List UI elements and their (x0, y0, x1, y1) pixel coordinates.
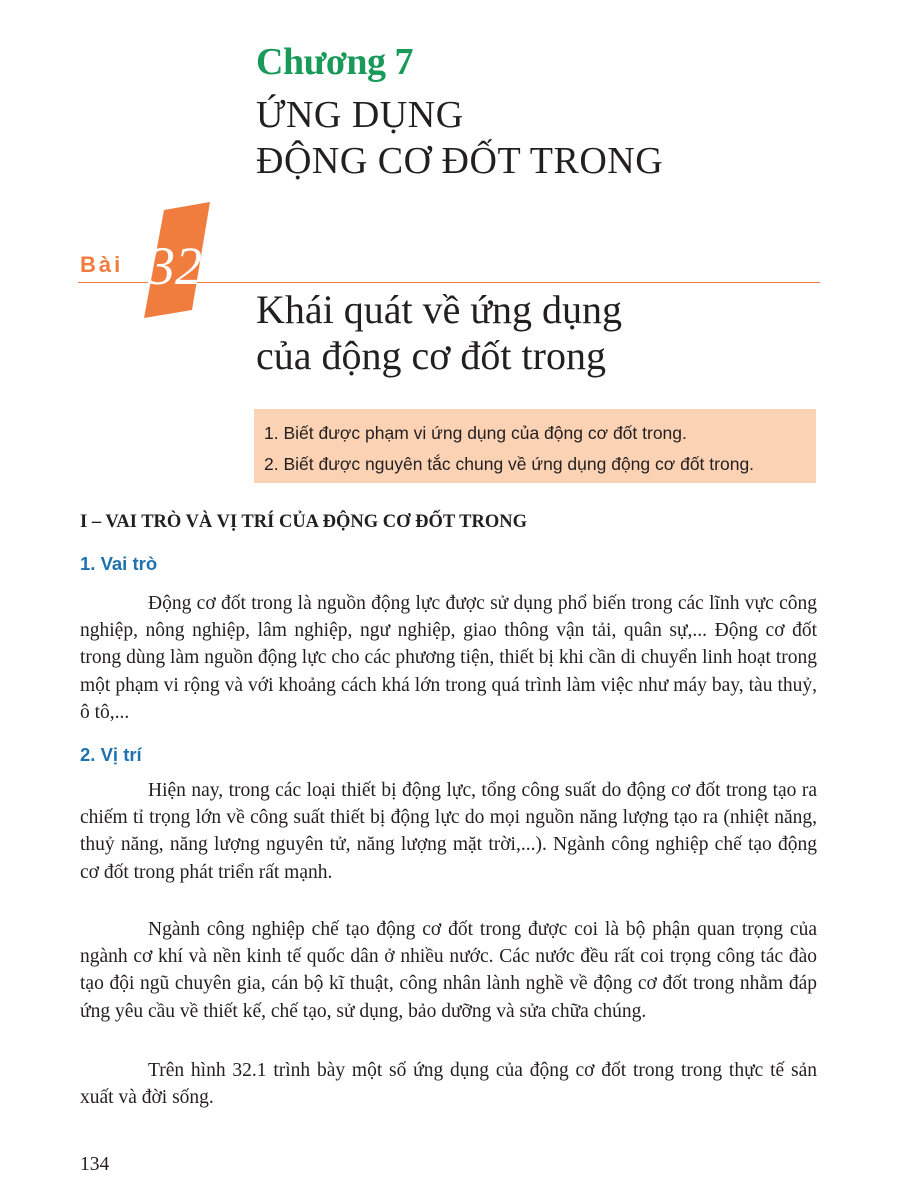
subheading-vai-tro: 1. Vai trò (80, 553, 158, 574)
lesson-title (256, 287, 622, 379)
chapter-title (256, 92, 663, 184)
chapter-title-line-1: ỨNG DỤNG (256, 94, 464, 136)
section-heading: I – VAI TRÒ VÀ VỊ TRÍ CỦA ĐỘNG CƠ ĐỐT TRONG (80, 512, 528, 532)
page-number: 134 (80, 1154, 110, 1175)
paragraph: Trên hình 32.1 trình bày một số ứng dụng của động cơ đốt trong trong thực tế sản xuất và đời sống. (80, 1060, 817, 1109)
chapter-label: Chương 7 (256, 41, 414, 83)
objective-item: 2. Biết được nguyên tắc chung về ứng dụng động cơ đốt trong. (264, 454, 755, 474)
lesson-title-line-2: của động cơ đốt trong (256, 333, 606, 378)
lesson-title-line-1: Khái quát về ứng dụng (256, 287, 623, 332)
lesson-number-badge (144, 202, 210, 318)
paragraph: Hiện nay, trong các loại thiết bị động lực, tổng công suất do động cơ đốt trong tạo ra chiếm tỉ trọng lớn về công suất thiết bị động lực do mọi nguồn năng lượng tạo ra (nhiệt năng, thuỷ năng, năng lượng nguyên tử, năng lượng mặt trời,...). Ngành công nghiệp chế tạo động cơ đốt trong phát triển rất mạnh. (80, 780, 817, 883)
chapter-title-line-2: ĐỘNG CƠ ĐỐT TRONG (256, 140, 664, 182)
subheading-vi-tri: 2. Vị trí (80, 744, 142, 765)
objectives-box (254, 409, 816, 483)
paragraph: Ngành công nghiệp chế tạo động cơ đốt trong được coi là bộ phận quan trọng của ngành cơ khí và nền kinh tế quốc dân ở nhiều nước. Các nước đều rất coi trọng công tác đào tạo đội ngũ chuyên gia, cán bộ kĩ thuật, công nhân lành nghề về động cơ đốt trong nhằm đáp ứng yêu cầu về thiết kế, chế tạo, sử dụng, bảo dưỡng và sửa chữa chúng. (80, 919, 817, 1022)
paragraph: Động cơ đốt trong là nguồn động lực được sử dụng phổ biến trong các lĩnh vực công nghiệp, nông nghiệp, lâm nghiệp, ngư nghiệp, giao thông vận tải, quân sự,... Động cơ đốt trong dùng làm nguồn động lực cho các phương tiện, thiết bị khi cần di chuyển linh hoạt trong một phạm vi rộng và với khoảng cách khá lớn trong quá trình làm việc như máy bay, tàu thuỷ, ô tô,... (80, 593, 817, 723)
objective-item: 1. Biết được phạm vi ứng dụng của động cơ đốt trong. (264, 423, 687, 443)
lesson-number: 32 (148, 236, 202, 296)
lesson-word: Bài (80, 252, 124, 277)
